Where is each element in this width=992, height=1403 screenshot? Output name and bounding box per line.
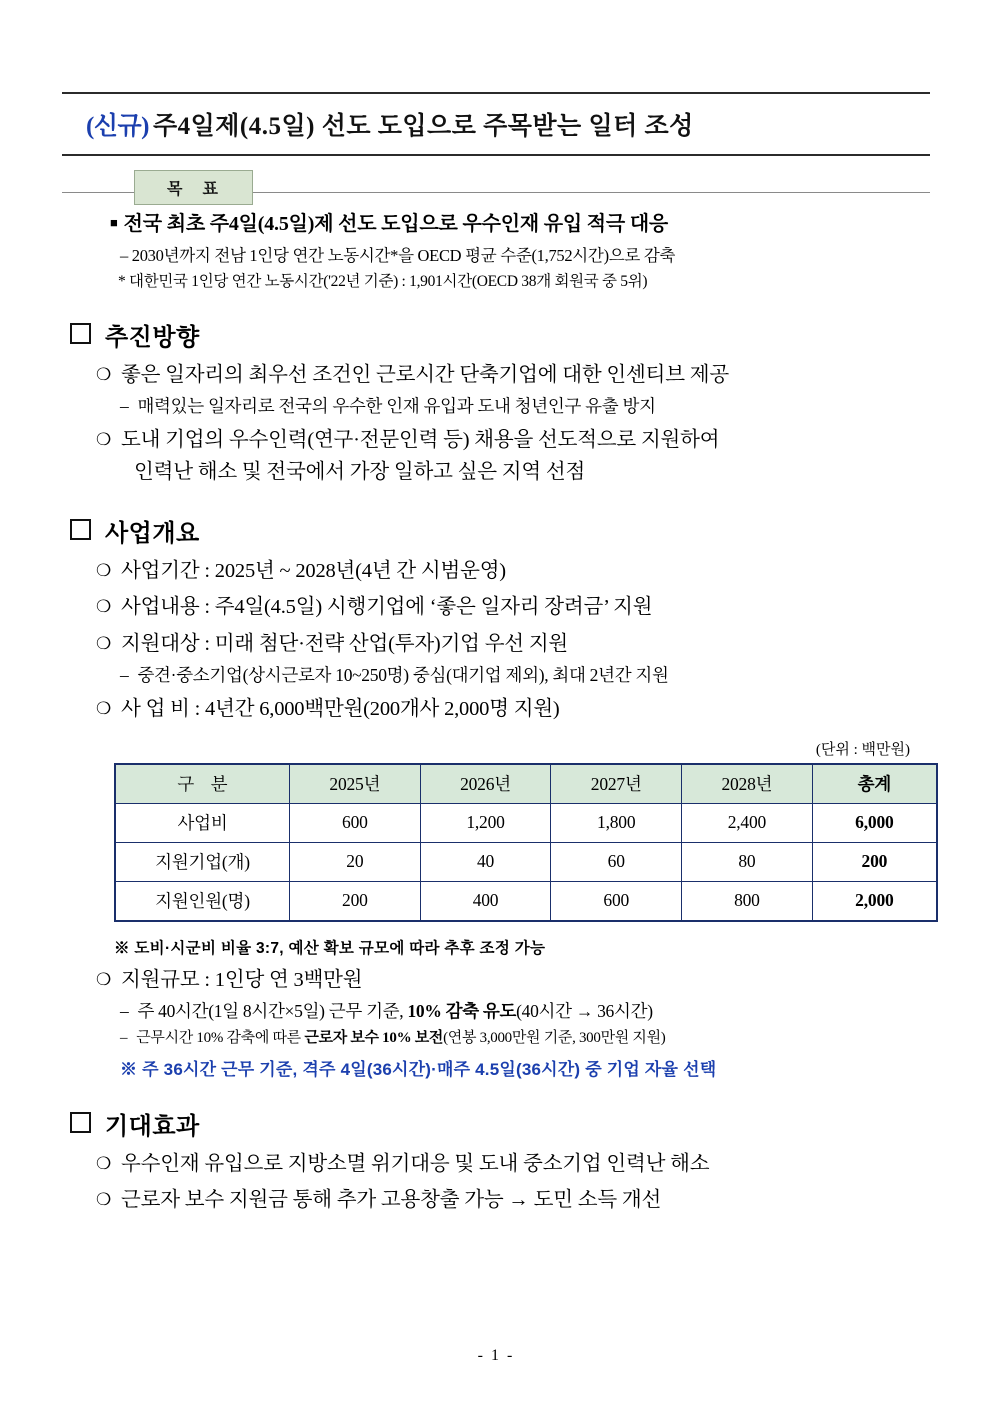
list-item <box>120 1000 930 1024</box>
table-cell: 20 <box>290 842 421 881</box>
section-heading-effect-label: 기대효과 <box>105 1113 200 1140</box>
list-item <box>120 1028 930 1048</box>
list-item <box>96 362 930 390</box>
list-item-text-a: 주 40시간(1일 8시간×5일) 근무 기준, <box>137 1000 408 1021</box>
list-item-text: 사 업 비 : 4년간 6,000백만원(200개사 2,000명 지원) <box>121 698 560 721</box>
list-item-text: 도내 기업의 우수인력(연구·전문인력 등) 채용을 선도적으로 지원하여 <box>121 429 720 452</box>
table-cell: 600 <box>290 803 421 842</box>
list-item-text-c: (연봉 3,000만원 기준, 300만원 지원) <box>443 1030 666 1047</box>
square-bullet-icon: ■ <box>110 215 118 230</box>
list-item <box>96 1187 930 1215</box>
table-cell: 1,200 <box>420 803 551 842</box>
circle-bullet-icon: ❍ <box>96 1153 112 1173</box>
table-header-cell: 2028년 <box>682 764 813 804</box>
table-row <box>115 842 937 881</box>
table-cell: 200 <box>812 842 937 881</box>
table-header-cell: 2027년 <box>551 764 682 804</box>
list-item <box>96 696 930 724</box>
circle-bullet-icon: ❍ <box>96 430 112 450</box>
list-item <box>96 558 930 586</box>
document-title-bar <box>62 92 930 156</box>
circle-bullet-icon: ❍ <box>96 699 112 719</box>
list-item-text: 사업기간 : 2025년 ~ 2028년(4년 간 시범운영) <box>121 559 506 582</box>
table-row <box>115 803 937 842</box>
table-cell: 6,000 <box>812 803 937 842</box>
list-item-text-emph: 10% 감축 유도 <box>407 1000 517 1021</box>
table-cell: 800 <box>682 881 813 921</box>
circle-bullet-icon: ❍ <box>96 597 112 617</box>
list-item <box>96 427 930 455</box>
table-cell: 2,000 <box>812 881 937 921</box>
circle-bullet-icon: ❍ <box>96 1190 112 1210</box>
list-item-text: 지원대상 : 미래 첨단·전략 산업(투자)기업 우선 지원 <box>121 632 569 655</box>
page-title: 주4일제(4.5일) 선도 도입으로 주목받는 일터 조성 <box>152 113 694 140</box>
list-item-text: 지원규모 : 1인당 연 3백만원 <box>121 968 363 991</box>
list-item-text: 사업내용 : 주4일(4.5일) 시행기업에 ‘좋은 일자리 장려금’ 지원 <box>121 596 653 619</box>
list-item <box>96 1151 930 1179</box>
budget-table <box>114 763 938 922</box>
title-tag: (신규) <box>86 113 149 140</box>
list-item-text-a: 근무시간 10% 감축에 따른 <box>136 1030 305 1047</box>
dash-bullet-icon: – <box>120 664 129 685</box>
table-header-cell: 총계 <box>812 764 937 804</box>
square-outline-icon <box>70 323 91 344</box>
circle-bullet-icon: ❍ <box>96 969 112 989</box>
dash-bullet-icon: – <box>120 1000 129 1021</box>
list-item-text-emph: 근로자 보수 10% 보전 <box>304 1030 444 1047</box>
list-item <box>96 631 930 659</box>
table-cell: 60 <box>551 842 682 881</box>
table-cell: 80 <box>682 842 813 881</box>
section-heading-direction-label: 추진방향 <box>105 325 200 351</box>
page-number: - 1 - <box>477 1347 515 1364</box>
square-outline-icon <box>70 1112 91 1133</box>
table-cell: 200 <box>290 881 421 921</box>
goal-section <box>62 170 930 291</box>
table-unit-note: (단위 : 백만원) <box>815 741 910 758</box>
list-item <box>96 967 930 995</box>
table-cell: 지원인원(명) <box>115 881 290 921</box>
list-item-continuation: 인력난 해소 및 전국에서 가장 일하고 싶은 지역 선점 <box>134 460 586 483</box>
table-cell: 지원기업(개) <box>115 842 290 881</box>
goal-label: 목 표 <box>134 170 253 205</box>
section-heading-overview-label: 사업개요 <box>105 520 200 547</box>
circle-bullet-icon: ❍ <box>96 633 112 653</box>
list-item-text: 매력있는 일자리로 전국의 우수한 인재 유입과 도내 청년인구 유출 방지 <box>137 395 656 416</box>
table-row <box>115 881 937 921</box>
list-item <box>96 594 930 622</box>
section-heading-effect <box>70 1106 930 1141</box>
table-cell: 사업비 <box>115 803 290 842</box>
section-heading-direction <box>70 317 930 352</box>
table-cell: 40 <box>420 842 551 881</box>
table-header-cell: 2025년 <box>290 764 421 804</box>
dash-bullet-icon: – <box>120 1030 128 1047</box>
goal-line-1-text: 전국 최초 주4일(4.5일)제 선도 도입으로 우수인재 유입 적극 대응 <box>123 213 669 235</box>
table-footnote: ※ 도비·시군비 비율 3:7, 예산 확보 규모에 따라 추후 조정 가능 <box>114 939 546 957</box>
list-item-text: 좋은 일자리의 최우선 조건인 근로시간 단축기업에 대한 인센티브 제공 <box>121 364 729 386</box>
list-item <box>120 664 930 688</box>
circle-bullet-icon: ❍ <box>96 560 112 580</box>
table-cell: 2,400 <box>682 803 813 842</box>
section-heading-overview <box>70 513 930 548</box>
dash-bullet-icon: – <box>120 395 129 416</box>
highlight-note: ※ 주 36시간 근무 기준, 격주 4일(36시간)·매주 4.5일(36시간) 중 기업 자율 선택 <box>120 1059 717 1079</box>
table-header-row <box>115 764 937 804</box>
goal-line-2: – 2030년까지 전남 1인당 연간 노동시간*을 OECD 평균 수준(1,752시간)으로 감축 <box>120 246 676 265</box>
table-cell: 1,800 <box>551 803 682 842</box>
table-cell: 600 <box>551 881 682 921</box>
table-cell: 400 <box>420 881 551 921</box>
list-item-text: 우수인재 유입으로 지방소멸 위기대응 및 도내 중소기업 인력난 해소 <box>121 1152 710 1175</box>
list-item-text-c: (40시간 → 36시간) <box>516 1000 653 1021</box>
list-item-text: 중견·중소기업(상시근로자 10~250명) 중심(대기업 제외), 최대 2년간 지원 <box>137 664 669 685</box>
table-header-cell: 2026년 <box>420 764 551 804</box>
circle-bullet-icon: ❍ <box>96 365 112 384</box>
square-outline-icon <box>70 519 91 540</box>
list-item-text: 근로자 보수 지원금 통해 추가 고용창출 가능 → 도민 소득 개선 <box>121 1189 662 1212</box>
goal-line-1 <box>110 207 930 236</box>
table-header-cell: 구 분 <box>115 764 290 804</box>
goal-line-3: * 대한민국 1인당 연간 노동시간('22년 기준) : 1,901시간(OECD 38개 회원국 중 5위) <box>118 273 648 290</box>
list-item <box>120 395 930 419</box>
